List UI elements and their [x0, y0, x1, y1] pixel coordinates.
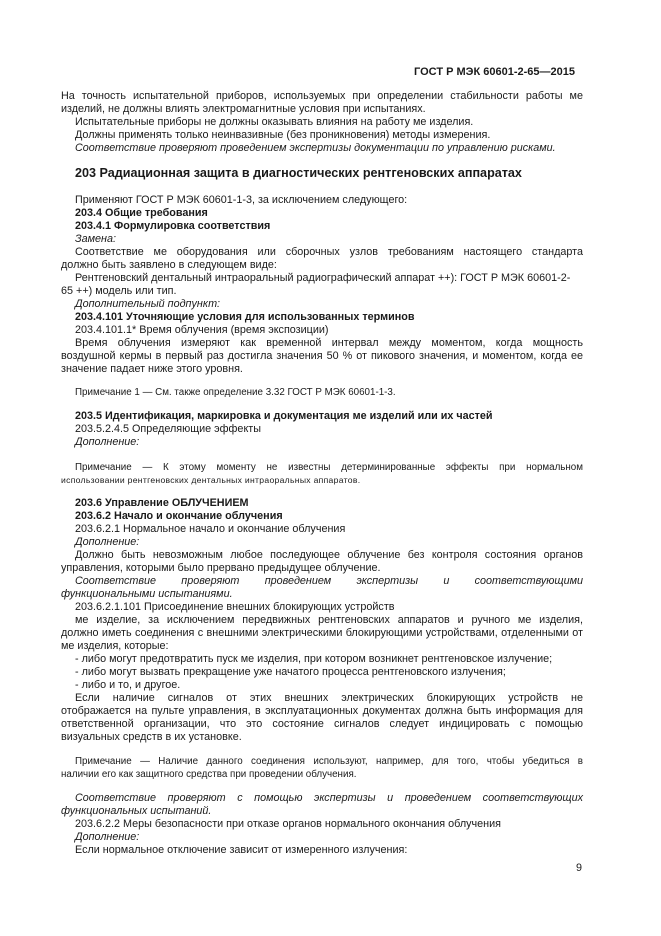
text-line: изделий, не должны влиять электромагнитные условия при испытаниях. [61, 103, 426, 115]
note: Примечание — Наличие данного соединения используют, например, для того, чтобы убедиться в [75, 756, 583, 767]
list-item: - либо могут предотвратить пуск ме изделия, при котором возникнет рентгеновское излучение; [75, 653, 553, 665]
text-line: 65 ++) модель или тип. [61, 285, 177, 297]
subsection-heading: 203.4.101 Уточняющие условия для использованных терминов [75, 311, 415, 323]
list-item: - либо и то, и другое. [75, 679, 181, 691]
page-header: ГОСТ Р МЭК 60601-2-65—2015 [414, 66, 575, 78]
text-line: 203.4.101.1* Время облучения (время экспозиции) [75, 324, 329, 336]
page-number: 9 [576, 862, 583, 874]
text-line: Соответствие проверяют с помощью экспертизы и проведением соответствующих [75, 792, 583, 804]
note: использовании рентгеновских дентальных интраоральных аппаратов. [61, 475, 361, 485]
text-line: ме изделия, которые: [61, 640, 169, 652]
text-line: управления, которыми было прервано предыдущее облучение. [61, 562, 381, 574]
text-line: функциональных испытаний. [61, 805, 212, 817]
text-line: Если наличие сигналов от этих внешних электрических блокирующих устройств не [75, 692, 583, 704]
text-line: 203.5.2.4.5 Определяющие эффекты [75, 423, 261, 435]
text-line: значение падает ниже этого уровня. [61, 363, 243, 375]
note: Примечание — К этому моменту не известны детерминированные эффекты при нормальном [75, 462, 583, 473]
text-line: отображается на пульте управления, в эксплуатационных документах должна быть информация для [61, 705, 583, 717]
text-line: Дополнительный подпункт: [75, 298, 221, 310]
text-line: должно иметь соединения с внешними электрическими блокирующими устройствами, отделенными от [61, 627, 583, 639]
text-line: Дополнение: [75, 536, 140, 548]
text-line: 203.6.2.1 Нормальное начало и окончание облучения [75, 523, 346, 535]
text-line: Если нормальное отключение зависит от измеренного излучения: [75, 844, 408, 856]
list-item: - либо могут вызвать прекращение уже начатого процесса рентгеновского излучения; [75, 666, 506, 678]
text-line: ме изделие, за исключением передвижных рентгеновских аппаратов и ручного ме изделия, [75, 614, 583, 626]
text-line: Дополнение: [75, 831, 140, 843]
subsection-heading: 203.5 Идентификация, маркировка и документация ме изделий или их частей [75, 410, 493, 422]
text-line: Соответствие проверяют проведением экспертизы и соответствующими [75, 575, 583, 587]
text-line: Дополнение: [75, 436, 140, 448]
subsection-heading: 203.6 Управление ОБЛУЧЕНИЕМ [75, 497, 249, 509]
text-line: Соответствие проверяют проведением экспертизы документации по управлению рисками. [75, 142, 556, 154]
note: наличии его как защитного средства при проведении облучения. [61, 769, 357, 780]
text-line: Время облучения измеряют как временной интервал между моментом, когда мощность [75, 337, 583, 349]
text-line: воздушной кермы в первый раз достигла значения 50 % от пикового значения, и моментом, когда ее [61, 350, 583, 362]
text-line: Испытательные приборы не должны оказывать влияния на работу ме изделия. [75, 116, 474, 128]
section-heading: 203 Радиационная защита в диагностических рентгеновских аппаратах [75, 166, 522, 180]
text-line: Применяют ГОСТ Р МЭК 60601-1-3, за исключением следующего: [75, 194, 408, 206]
text-line: должно быть заявлено в следующем виде: [61, 259, 277, 271]
subsection-heading: 203.4.1 Формулировка соответствия [75, 220, 271, 232]
text-line: ответственной организации, что это состояние сигналов следует индицировать с помощью [61, 718, 583, 730]
text-line: визуальных средств в их установке. [61, 731, 242, 743]
text-line: 203.6.2.1.101 Присоединение внешних блокирующих устройств [75, 601, 395, 613]
text-line: Замена: [75, 233, 116, 245]
subsection-heading: 203.6.2 Начало и окончание облучения [75, 510, 283, 522]
subsection-heading: 203.4 Общие требования [75, 207, 208, 219]
text-line: Соответствие ме оборудования или сборочных узлов требованиям настоящего стандарта [75, 246, 583, 258]
text-line: Должны применять только неинвазивные (без проникновения) методы измерения. [75, 129, 491, 141]
note: Примечание 1 — См. также определение 3.32 ГОСТ Р МЭК 60601-1-3. [75, 387, 396, 398]
text-line: 203.6.2.2 Меры безопасности при отказе органов нормального окончания облучения [75, 818, 502, 830]
text-line: Должно быть невозможным любое последующее облучение без контроля состояния органов [75, 549, 583, 561]
text-line: На точность испытательной приборов, используемых при определении стабильности работы ме [61, 90, 583, 102]
text-line: функциональными испытаниями. [61, 588, 233, 600]
text-line: Рентгеновский дентальный интраоральный радиографический аппарат ++): ГОСТ Р МЭК 60601-2- [75, 272, 571, 284]
